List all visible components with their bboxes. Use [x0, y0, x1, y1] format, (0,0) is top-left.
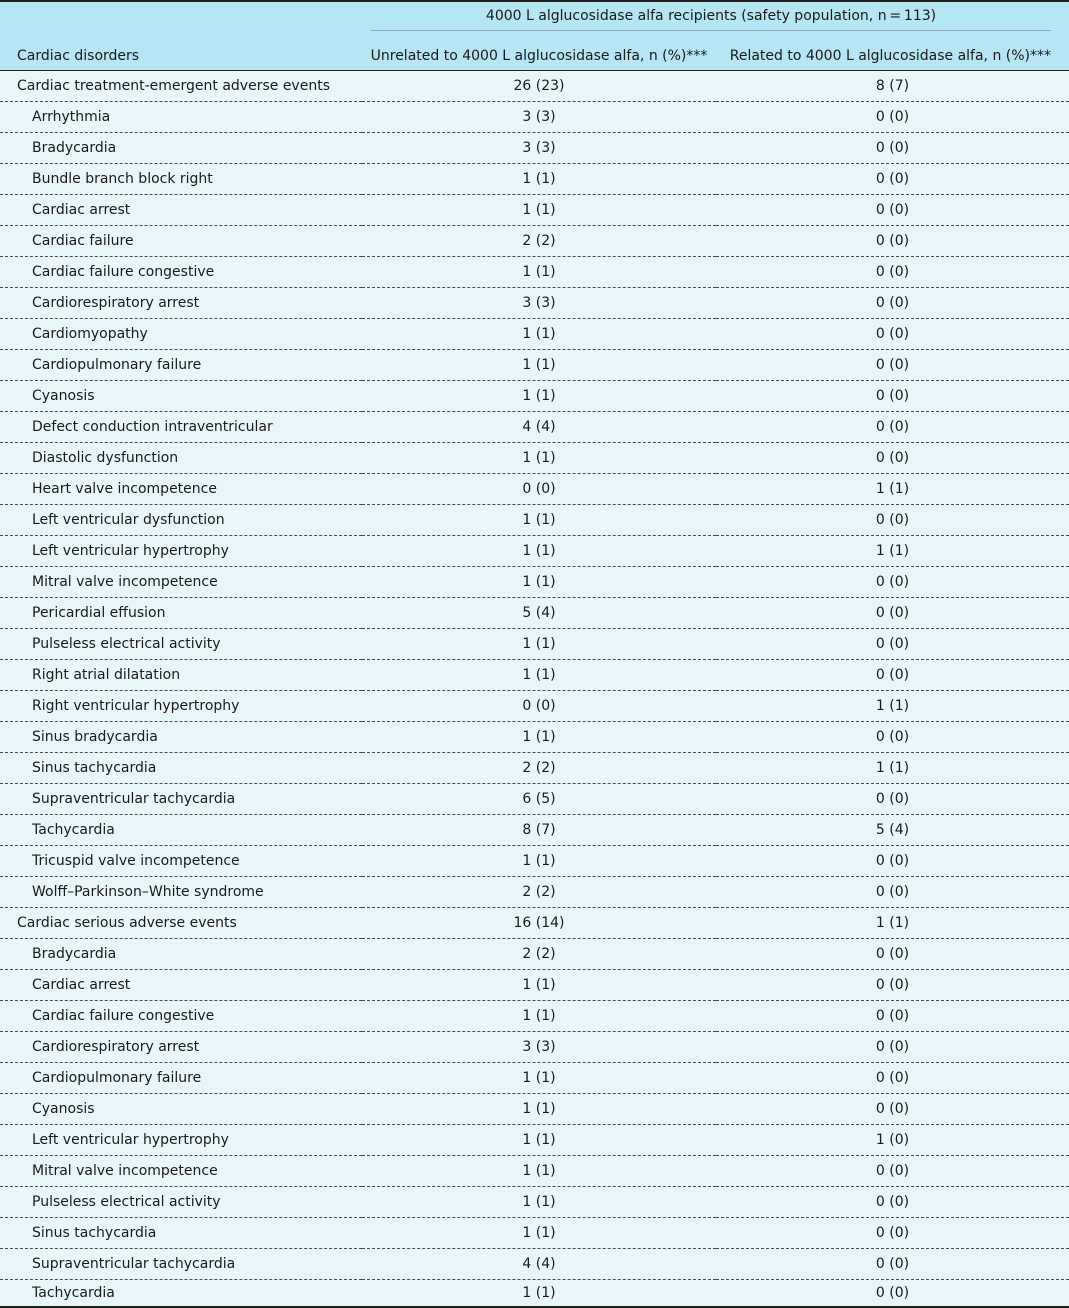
unrelated-cell: 6 (5)	[362, 784, 716, 815]
spanner-header	[362, 1, 1069, 36]
row-label: Heart valve incompetence	[0, 474, 362, 505]
unrelated-cell: 1 (1)	[362, 536, 716, 567]
table-row	[0, 1125, 1069, 1156]
table-row	[0, 1094, 1069, 1125]
row-label: Left ventricular hypertrophy	[0, 1125, 362, 1156]
related-cell: 8 (7)	[716, 71, 1069, 102]
related-cell: 1 (1)	[716, 753, 1069, 784]
related-cell: 0 (0)	[716, 1249, 1069, 1280]
unrelated-cell: 1 (1)	[362, 443, 716, 474]
unrelated-cell: 1 (1)	[362, 660, 716, 691]
related-cell: 0 (0)	[716, 226, 1069, 257]
unrelated-cell: 8 (7)	[362, 815, 716, 846]
related-cell: 0 (0)	[716, 443, 1069, 474]
row-label: Cardiorespiratory arrest	[0, 288, 362, 319]
table-row	[0, 1249, 1069, 1280]
unrelated-cell: 0 (0)	[362, 691, 716, 722]
related-cell: 1 (1)	[716, 536, 1069, 567]
row-label: Mitral valve incompetence	[0, 1156, 362, 1187]
row-label: Wolff–Parkinson–White syndrome	[0, 877, 362, 908]
related-cell: 5 (4)	[716, 815, 1069, 846]
unrelated-cell: 1 (1)	[362, 257, 716, 288]
table-row	[0, 970, 1069, 1001]
table-row	[0, 195, 1069, 226]
table-row	[0, 1001, 1069, 1032]
row-label: Cardiopulmonary failure	[0, 1063, 362, 1094]
row-label: Left ventricular hypertrophy	[0, 536, 362, 567]
row-label: Mitral valve incompetence	[0, 567, 362, 598]
unrelated-cell: 1 (1)	[362, 381, 716, 412]
table-row	[0, 102, 1069, 133]
unrelated-cell: 1 (1)	[362, 1187, 716, 1218]
table-row	[0, 505, 1069, 536]
related-cell: 0 (0)	[716, 939, 1069, 970]
table-row	[0, 257, 1069, 288]
related-cell: 0 (0)	[716, 195, 1069, 226]
unrelated-cell: 2 (2)	[362, 753, 716, 784]
related-cell: 0 (0)	[716, 1094, 1069, 1125]
table-row	[0, 846, 1069, 877]
related-cell: 0 (0)	[716, 288, 1069, 319]
related-cell: 0 (0)	[716, 660, 1069, 691]
related-cell: 0 (0)	[716, 598, 1069, 629]
unrelated-cell: 1 (1)	[362, 1063, 716, 1094]
related-cell: 0 (0)	[716, 381, 1069, 412]
row-label: Diastolic dysfunction	[0, 443, 362, 474]
unrelated-cell: 1 (1)	[362, 846, 716, 877]
related-cell: 0 (0)	[716, 1156, 1069, 1187]
row-label: Cardiac failure	[0, 226, 362, 257]
table-row	[0, 1280, 1069, 1308]
unrelated-cell: 1 (1)	[362, 722, 716, 753]
table-row	[0, 598, 1069, 629]
row-label: Sinus tachycardia	[0, 1218, 362, 1249]
table-row	[0, 753, 1069, 784]
row-label: Tachycardia	[0, 815, 362, 846]
row-label: Right ventricular hypertrophy	[0, 691, 362, 722]
unrelated-cell: 2 (2)	[362, 939, 716, 970]
table-row	[0, 629, 1069, 660]
table-row	[0, 288, 1069, 319]
related-cell: 0 (0)	[716, 1187, 1069, 1218]
unrelated-cell: 1 (1)	[362, 164, 716, 195]
row-label: Bradycardia	[0, 133, 362, 164]
row-label: Left ventricular dysfunction	[0, 505, 362, 536]
group-row	[0, 71, 1069, 102]
related-cell: 0 (0)	[716, 567, 1069, 598]
table-row	[0, 381, 1069, 412]
table-row	[0, 133, 1069, 164]
related-cell: 0 (0)	[716, 970, 1069, 1001]
unrelated-cell: 2 (2)	[362, 226, 716, 257]
row-label: Cardiac failure congestive	[0, 1001, 362, 1032]
unrelated-cell: 2 (2)	[362, 877, 716, 908]
unrelated-cell: 3 (3)	[362, 133, 716, 164]
table-row	[0, 1063, 1069, 1094]
row-label: Cardiac treatment-emergent adverse events	[0, 71, 362, 102]
unrelated-cell: 1 (1)	[362, 1218, 716, 1249]
unrelated-cell: 26 (23)	[362, 71, 716, 102]
row-label: Tachycardia	[0, 1280, 362, 1308]
unrelated-cell: 1 (1)	[362, 1156, 716, 1187]
related-cell: 0 (0)	[716, 629, 1069, 660]
related-cell: 0 (0)	[716, 412, 1069, 443]
related-cell: 0 (0)	[716, 505, 1069, 536]
unrelated-cell: 1 (1)	[362, 1125, 716, 1156]
table-row	[0, 660, 1069, 691]
table-row	[0, 815, 1069, 846]
related-cell: 0 (0)	[716, 877, 1069, 908]
row-label: Cardiorespiratory arrest	[0, 1032, 362, 1063]
related-cell: 0 (0)	[716, 1063, 1069, 1094]
row-label: Cardiac serious adverse events	[0, 908, 362, 939]
unrelated-cell: 3 (3)	[362, 288, 716, 319]
row-label: Cardiomyopathy	[0, 319, 362, 350]
table-row	[0, 350, 1069, 381]
unrelated-cell: 1 (1)	[362, 319, 716, 350]
related-column-header: Related to 4000 L alglucosidase alfa, n (%)***	[716, 36, 1069, 71]
unrelated-cell: 1 (1)	[362, 1094, 716, 1125]
row-label: Sinus tachycardia	[0, 753, 362, 784]
table-row	[0, 1156, 1069, 1187]
related-cell: 1 (1)	[716, 474, 1069, 505]
row-label: Supraventricular tachycardia	[0, 1249, 362, 1280]
related-cell: 0 (0)	[716, 1280, 1069, 1308]
row-label: Bundle branch block right	[0, 164, 362, 195]
row-label: Right atrial dilatation	[0, 660, 362, 691]
related-cell: 0 (0)	[716, 1032, 1069, 1063]
row-label: Supraventricular tachycardia	[0, 784, 362, 815]
unrelated-cell: 5 (4)	[362, 598, 716, 629]
table-body	[0, 71, 1069, 1308]
unrelated-cell: 1 (1)	[362, 195, 716, 226]
related-cell: 0 (0)	[716, 1001, 1069, 1032]
table-row	[0, 784, 1069, 815]
related-cell: 1 (1)	[716, 691, 1069, 722]
table-row	[0, 474, 1069, 505]
stub-header: Cardiac disorders	[0, 36, 362, 71]
related-cell: 0 (0)	[716, 164, 1069, 195]
related-cell: 0 (0)	[716, 784, 1069, 815]
related-cell: 0 (0)	[716, 1218, 1069, 1249]
spanner-label: 4000 L alglucosidase alfa recipients (safety population, n = 113)	[371, 8, 1051, 31]
row-label: Cyanosis	[0, 381, 362, 412]
row-label: Pericardial effusion	[0, 598, 362, 629]
table-row	[0, 226, 1069, 257]
related-cell: 0 (0)	[716, 350, 1069, 381]
unrelated-cell: 3 (3)	[362, 102, 716, 133]
row-label: Tricuspid valve incompetence	[0, 846, 362, 877]
row-label: Cardiac failure congestive	[0, 257, 362, 288]
row-label: Pulseless electrical activity	[0, 1187, 362, 1218]
unrelated-cell: 4 (4)	[362, 1249, 716, 1280]
row-label: Arrhythmia	[0, 102, 362, 133]
table-row	[0, 567, 1069, 598]
table-row	[0, 1218, 1069, 1249]
unrelated-cell: 1 (1)	[362, 567, 716, 598]
row-label: Bradycardia	[0, 939, 362, 970]
related-cell: 1 (0)	[716, 1125, 1069, 1156]
related-cell: 0 (0)	[716, 846, 1069, 877]
row-label: Defect conduction intraventricular	[0, 412, 362, 443]
unrelated-cell: 1 (1)	[362, 970, 716, 1001]
unrelated-cell: 4 (4)	[362, 412, 716, 443]
table-row	[0, 722, 1069, 753]
header-blank-cell	[0, 1, 362, 36]
unrelated-cell: 1 (1)	[362, 505, 716, 536]
unrelated-cell: 0 (0)	[362, 474, 716, 505]
table-row	[0, 443, 1069, 474]
table-row	[0, 164, 1069, 195]
row-label: Cardiopulmonary failure	[0, 350, 362, 381]
unrelated-cell: 16 (14)	[362, 908, 716, 939]
related-cell: 0 (0)	[716, 133, 1069, 164]
group-row	[0, 908, 1069, 939]
related-cell: 0 (0)	[716, 102, 1069, 133]
related-cell: 0 (0)	[716, 319, 1069, 350]
table-row	[0, 1187, 1069, 1218]
table-row	[0, 412, 1069, 443]
table-row	[0, 877, 1069, 908]
table-row	[0, 536, 1069, 567]
unrelated-cell: 1 (1)	[362, 1280, 716, 1308]
table-row	[0, 1032, 1069, 1063]
related-cell: 1 (1)	[716, 908, 1069, 939]
row-label: Sinus bradycardia	[0, 722, 362, 753]
row-label: Cardiac arrest	[0, 195, 362, 226]
unrelated-column-header: Unrelated to 4000 L alglucosidase alfa, n (%)***	[362, 36, 716, 71]
unrelated-cell: 3 (3)	[362, 1032, 716, 1063]
table-header	[0, 1, 1069, 71]
related-cell: 0 (0)	[716, 722, 1069, 753]
unrelated-cell: 1 (1)	[362, 1001, 716, 1032]
table-row	[0, 939, 1069, 970]
row-label: Pulseless electrical activity	[0, 629, 362, 660]
table-row	[0, 691, 1069, 722]
row-label: Cyanosis	[0, 1094, 362, 1125]
unrelated-cell: 1 (1)	[362, 629, 716, 660]
row-label: Cardiac arrest	[0, 970, 362, 1001]
related-cell: 0 (0)	[716, 257, 1069, 288]
table-row	[0, 319, 1069, 350]
unrelated-cell: 1 (1)	[362, 350, 716, 381]
